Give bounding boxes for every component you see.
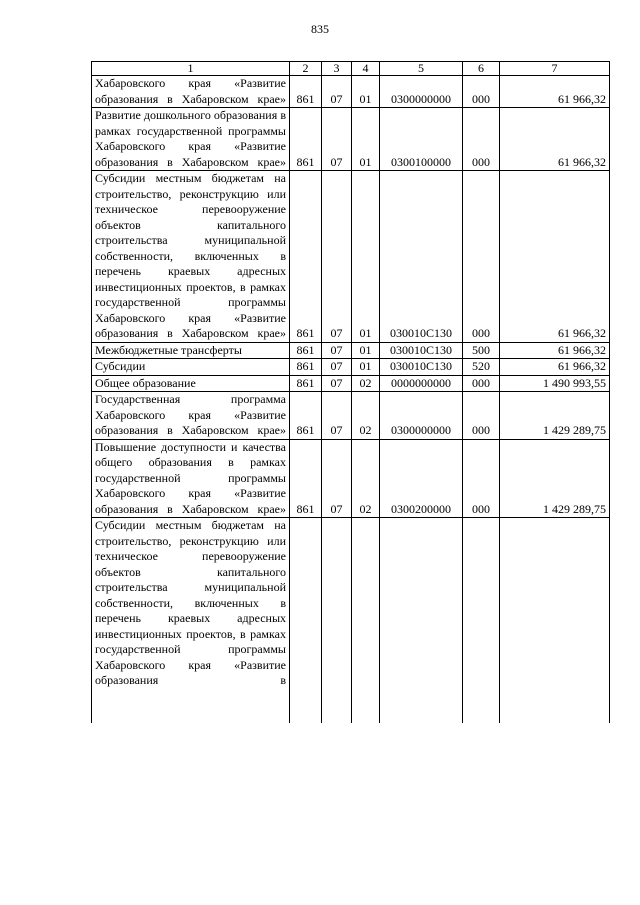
empty-cell	[500, 518, 610, 724]
table-row	[92, 439, 610, 518]
table-row	[92, 359, 610, 376]
row-code-cell: 861	[290, 342, 322, 359]
row-expense-type-cell: 500	[463, 342, 500, 359]
row-target-cell: 0000000000	[380, 375, 463, 392]
column-header: 1	[92, 62, 290, 76]
column-header: 2	[290, 62, 322, 76]
row-name-cell: Субсидии местным бюджетам на строительство, реконструкцию или техническое перевооружение объектов капитального строительства муниципальной собственности, включенных в перечень краевых адресных инвестиционных проектов, в рамках государственной программы Хабаровского края «Развитие образования в	[92, 518, 290, 724]
empty-cell	[322, 518, 352, 724]
row-amount-cell: 61 966,32	[500, 76, 610, 108]
row-section-cell: 07	[322, 359, 352, 376]
row-amount-cell: 61 966,32	[500, 359, 610, 376]
row-expense-type-cell: 000	[463, 439, 500, 518]
row-target-cell: 030010С130	[380, 342, 463, 359]
column-header: 4	[352, 62, 380, 76]
row-section-cell: 07	[322, 342, 352, 359]
row-code-cell: 861	[290, 359, 322, 376]
column-header: 7	[500, 62, 610, 76]
row-section-cell: 07	[322, 76, 352, 108]
row-expense-type-cell: 000	[463, 171, 500, 343]
row-section-cell: 07	[322, 439, 352, 518]
table-row	[92, 518, 610, 724]
row-subsection-cell: 01	[352, 76, 380, 108]
empty-cell	[380, 518, 463, 724]
row-name-cell: Государственная программа Хабаровского края «Развитие образования в Хабаровском крае»	[92, 392, 290, 440]
row-target-cell: 0300000000	[380, 76, 463, 108]
row-code-cell: 861	[290, 76, 322, 108]
row-section-cell: 07	[322, 108, 352, 171]
empty-cell	[352, 518, 380, 724]
table-row	[92, 76, 610, 108]
row-target-cell: 030010С130	[380, 359, 463, 376]
row-name-cell: Общее образование	[92, 375, 290, 392]
row-code-cell: 861	[290, 392, 322, 440]
row-subsection-cell: 01	[352, 359, 380, 376]
row-target-cell: 030010С130	[380, 171, 463, 343]
row-code-cell: 861	[290, 375, 322, 392]
row-name-cell: Развитие дошкольного образования в рамках государственной программы Хабаровского края «Развитие образования в Хабаровском крае»	[92, 108, 290, 171]
row-amount-cell: 61 966,32	[500, 342, 610, 359]
table-row	[92, 171, 610, 343]
column-header: 6	[463, 62, 500, 76]
table-row	[92, 342, 610, 359]
row-target-cell: 0300100000	[380, 108, 463, 171]
row-amount-cell: 1 429 289,75	[500, 439, 610, 518]
row-subsection-cell: 01	[352, 342, 380, 359]
row-subsection-cell: 01	[352, 108, 380, 171]
row-amount-cell: 61 966,32	[500, 108, 610, 171]
row-section-cell: 07	[322, 171, 352, 343]
row-amount-cell: 1 490 993,55	[500, 375, 610, 392]
table-row	[92, 392, 610, 440]
row-code-cell: 861	[290, 171, 322, 343]
row-section-cell: 07	[322, 392, 352, 440]
row-name-cell: Межбюджетные трансферты	[92, 342, 290, 359]
row-expense-type-cell: 520	[463, 359, 500, 376]
page-number: 835	[311, 22, 329, 36]
empty-cell	[290, 518, 322, 724]
row-expense-type-cell: 000	[463, 392, 500, 440]
row-code-cell: 861	[290, 108, 322, 171]
row-subsection-cell: 02	[352, 439, 380, 518]
table-row	[92, 375, 610, 392]
row-name-cell: Субсидии	[92, 359, 290, 376]
row-name-cell: Повышение доступности и качества общего образования в рамках государственной программы Хабаровского края «Развитие образования в Хабаровском крае»	[92, 439, 290, 518]
budget-table	[91, 61, 610, 723]
row-subsection-cell: 02	[352, 392, 380, 440]
column-header: 5	[380, 62, 463, 76]
table-header-row	[92, 62, 610, 76]
row-section-cell: 07	[322, 375, 352, 392]
row-expense-type-cell: 000	[463, 108, 500, 171]
row-target-cell: 0300200000	[380, 439, 463, 518]
row-subsection-cell: 02	[352, 375, 380, 392]
row-name-cell: Хабаровского края «Развитие образования в Хабаровском крае»	[92, 76, 290, 108]
table-row	[92, 108, 610, 171]
row-subsection-cell: 01	[352, 171, 380, 343]
column-header: 3	[322, 62, 352, 76]
empty-cell	[463, 518, 500, 724]
row-amount-cell: 61 966,32	[500, 171, 610, 343]
row-amount-cell: 1 429 289,75	[500, 392, 610, 440]
row-target-cell: 0300000000	[380, 392, 463, 440]
row-expense-type-cell: 000	[463, 76, 500, 108]
row-name-cell: Субсидии местным бюджетам на строительство, реконструкцию или техническое перевооружение объектов капитального строительства муниципальной собственности, включенных в перечень краевых адресных инвестиционных проектов, в рамках государственной программы Хабаровского края «Развитие образования в Хабаровском крае»	[92, 171, 290, 343]
row-code-cell: 861	[290, 439, 322, 518]
row-expense-type-cell: 000	[463, 375, 500, 392]
